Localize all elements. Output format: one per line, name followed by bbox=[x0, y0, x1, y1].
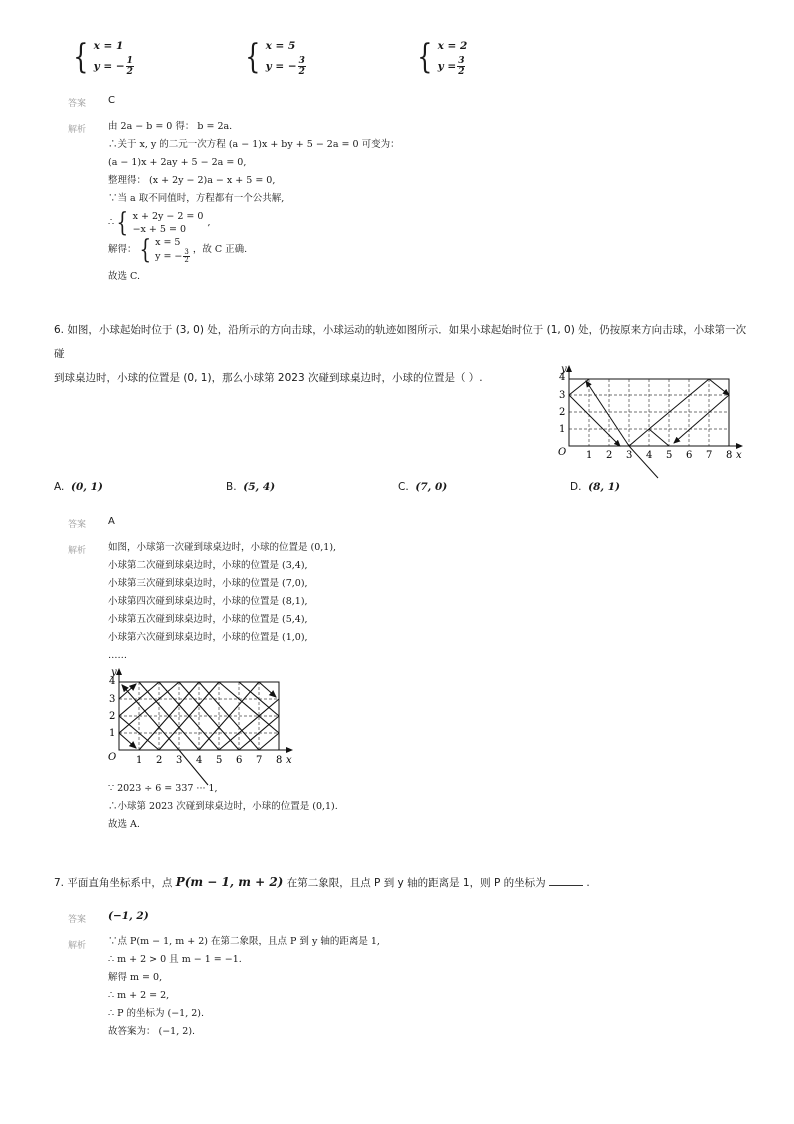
q7-stem: 7. 平面直角坐标系中，点 P(m − 1, m + 2) 在第二象限，且点 P 到 y 轴的距离是 1，则 P 的坐标为 . bbox=[54, 875, 590, 889]
q7-analysis-line: 解得 m = 0, bbox=[108, 972, 163, 983]
q6-figure bbox=[550, 360, 750, 480]
option-b-eq1: x = 5 bbox=[265, 40, 296, 52]
q5-analysis-solution: 解得： { x = 5 y = − $\frac{3}{2}$ ，故 C 正确. bbox=[108, 235, 248, 265]
q6-analysis-line: 小球第二次碰到球桌边时，小球的位置是 (3,4), bbox=[108, 560, 308, 571]
q6-analysis-body bbox=[108, 539, 708, 665]
q6-xtick: 1 bbox=[586, 450, 593, 461]
option-a-eq1: x = 1 bbox=[93, 40, 124, 52]
svg-text:2: 2 bbox=[109, 711, 116, 722]
q6-analysis-conclusion bbox=[108, 780, 708, 834]
svg-text:3: 3 bbox=[109, 694, 116, 705]
q6-analysis-line: 小球第五次碰到球桌边时，小球的位置是 (5,4), bbox=[108, 614, 308, 625]
option-c-eq2: y = $\frac{3}{2}$ bbox=[437, 56, 465, 77]
q6-analysis-grid bbox=[119, 682, 279, 750]
q7-analysis-body bbox=[108, 933, 708, 1041]
q6-ytick: 4 bbox=[559, 372, 566, 383]
q6-answer-label: 答案 bbox=[68, 520, 87, 530]
svg-text:x: x bbox=[286, 755, 292, 766]
q6-analysis-line: ∵ 2023 ÷ 6 = 337 ··· 1, bbox=[108, 783, 218, 794]
q6-ytick: 3 bbox=[559, 390, 566, 401]
q6-y-label: y bbox=[561, 364, 567, 375]
q5-analysis-line: ∴关于 x, y 的二元一次方程 (a − 1)x + by + 5 − 2a = 0 可变为： bbox=[108, 139, 400, 150]
q6-analysis-line: 故选 A. bbox=[108, 819, 140, 830]
q6-xtick: 5 bbox=[666, 450, 673, 461]
q6-x-label: x bbox=[736, 450, 742, 461]
option-a-system: { x = 1 y = − $\frac{1}{2}$ bbox=[73, 36, 133, 77]
svg-text:5: 5 bbox=[216, 755, 223, 766]
q6-xtick: 2 bbox=[606, 450, 613, 461]
q6-analysis-line: …… bbox=[108, 650, 127, 661]
q5-analysis-line: 由 2a − b = 0 得： b = 2a. bbox=[108, 121, 233, 132]
q6-analysis-line: 小球第六次碰到球桌边时，小球的位置是 (1,0), bbox=[108, 632, 308, 643]
q6-analysis-label: 解析 bbox=[68, 546, 87, 556]
q7-analysis-line: 故答案为： (−1, 2). bbox=[108, 1026, 196, 1037]
q5-analysis-line: ∵当 a 取不同值时，方程都有一个公共解, bbox=[108, 193, 285, 204]
option-b-eq2: y = − $\frac{3}{2}$ bbox=[265, 56, 305, 77]
svg-text:1: 1 bbox=[109, 728, 116, 739]
q6-trajectory bbox=[569, 379, 729, 478]
q6-stem-line1: 6. 如图，小球起始时位于 (3, 0) 处，沿所示的方向击球，小球运动的轨迹如图所示．如果小球起始时位于 (1, 0) 处，仍按原来方向击球，小球第一次碰 bbox=[54, 324, 747, 360]
svg-text:4: 4 bbox=[109, 676, 116, 687]
option-c-system: { x = 2 y = $\frac{3}{2}$ bbox=[417, 36, 468, 77]
q6-xtick: 7 bbox=[706, 450, 713, 461]
q6-option-b[interactable]: B. (5, 4) bbox=[226, 481, 276, 493]
q5-analysis-line: 整理得： (x + 2y − 2)a − x + 5 = 0, bbox=[108, 175, 276, 186]
q6-xtick: 3 bbox=[626, 450, 633, 461]
q5-analysis-system: ∴ { x + 2y − 2 = 0 −x + 5 = 0 , bbox=[108, 208, 211, 238]
option-b-system: { x = 5 y = − $\frac{3}{2}$ bbox=[245, 36, 305, 77]
svg-text:y: y bbox=[111, 667, 117, 678]
q6-analysis-line: 如图，小球第一次碰到球桌边时，小球的位置是 (0,1), bbox=[108, 542, 337, 553]
q5-analysis-body bbox=[108, 118, 748, 286]
q7-answer-value: (−1, 2) bbox=[108, 910, 149, 922]
option-c-eq1: x = 2 bbox=[437, 40, 468, 52]
q7-analysis-line: ∵点 P(m − 1, m + 2) 在第二象限，且点 P 到 y 轴的距离是 1, bbox=[108, 936, 380, 947]
q7-analysis-line: ∴ m + 2 = 2, bbox=[108, 990, 170, 1001]
q6-origin: O bbox=[558, 447, 567, 458]
q5-answer-value: C bbox=[108, 95, 115, 106]
q7-answer-blank[interactable] bbox=[549, 875, 583, 886]
q6-grid bbox=[569, 379, 729, 446]
svg-text:O: O bbox=[108, 752, 117, 763]
q5-answer-label: 答案 bbox=[68, 99, 87, 109]
q7-answer-label: 答案 bbox=[68, 915, 87, 925]
q6-xtick: 4 bbox=[646, 450, 653, 461]
q6-option-d[interactable]: D. (8, 1) bbox=[570, 481, 620, 493]
q6-analysis-line: 小球第三次碰到球桌边时，小球的位置是 (7,0), bbox=[108, 578, 308, 589]
svg-text:8: 8 bbox=[276, 755, 283, 766]
q6-option-a[interactable]: A. (0, 1) bbox=[54, 481, 103, 493]
q5-analysis-line: 故选 C. bbox=[108, 271, 140, 282]
q7-analysis-label: 解析 bbox=[68, 941, 87, 951]
q5-analysis-line: (a − 1)x + 2ay + 5 − 2a = 0, bbox=[108, 157, 247, 168]
q6-answer-value: A bbox=[108, 516, 115, 527]
q6-analysis-line: 小球第四次碰到球桌边时，小球的位置是 (8,1), bbox=[108, 596, 308, 607]
q7-analysis-line: ∴ m + 2 > 0 且 m − 1 = −1. bbox=[108, 954, 242, 965]
svg-text:3: 3 bbox=[176, 755, 183, 766]
svg-text:7: 7 bbox=[256, 755, 263, 766]
option-a-eq2: y = − $\frac{1}{2}$ bbox=[93, 56, 133, 77]
q6-analysis-line: ∴小球第 2023 次碰到球桌边时，小球的位置是 (0,1). bbox=[108, 801, 338, 812]
q6-xtick: 6 bbox=[686, 450, 693, 461]
q6-xtick: 8 bbox=[726, 450, 733, 461]
svg-text:1: 1 bbox=[136, 755, 143, 766]
svg-text:6: 6 bbox=[236, 755, 243, 766]
q6-ytick: 2 bbox=[559, 407, 566, 418]
svg-text:2: 2 bbox=[156, 755, 163, 766]
q6-option-c[interactable]: C. (7, 0) bbox=[398, 481, 448, 493]
q7-analysis-line: ∴ P 的坐标为 (−1, 2). bbox=[108, 1008, 205, 1019]
q6-analysis-figure bbox=[100, 663, 300, 787]
q6-stem-line2: 到球桌边时，小球的位置是 (0, 1)，那么小球第 2023 次碰到球桌边时，小球的位置是（ ）. bbox=[54, 372, 483, 384]
svg-text:4: 4 bbox=[196, 755, 203, 766]
q5-analysis-label: 解析 bbox=[68, 125, 87, 135]
q6-ytick: 1 bbox=[559, 424, 566, 435]
